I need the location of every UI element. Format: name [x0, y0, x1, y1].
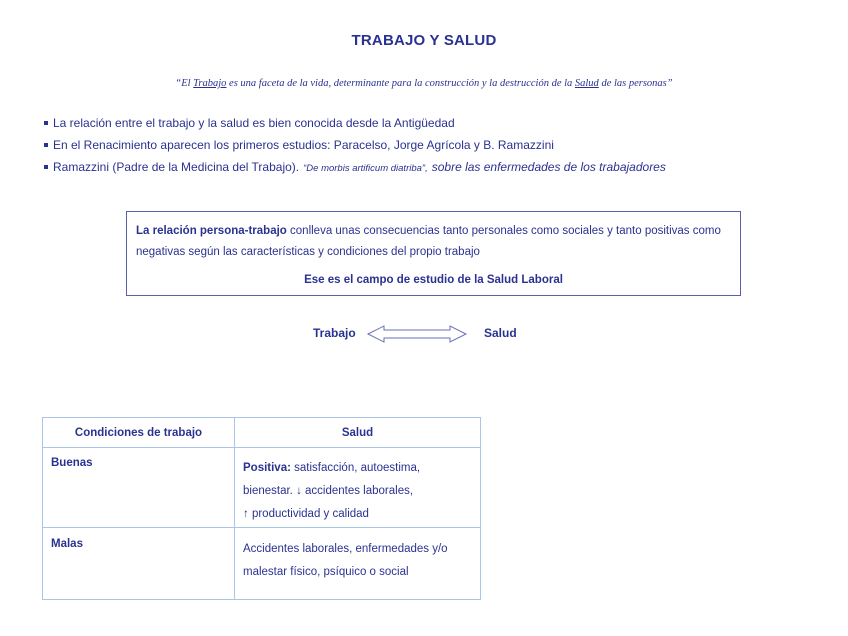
- relation-row: [0, 324, 848, 344]
- box-strong-text: La relación persona-trabajo: [136, 225, 287, 237]
- quote-part-3: de las personas”: [598, 78, 673, 89]
- quote-part-1: “El: [175, 78, 194, 89]
- health-text: malestar físico, psíquico o social: [243, 566, 409, 578]
- health-text: satisfacción, autoestima,: [290, 462, 421, 474]
- page-title: TRABAJO Y SALUD: [351, 32, 497, 49]
- table-cell-condition: Malas: [43, 528, 235, 600]
- table-row: [43, 448, 481, 528]
- relation-right-label: Salud: [484, 326, 517, 340]
- bullet-item: [44, 160, 834, 182]
- quote-word-salud: Salud: [574, 78, 599, 89]
- bullet-latin-title: “De morbis artificum diatriba”,: [303, 163, 428, 174]
- bullet-text-rest: sobre las enfermedades de los trabajadores: [431, 160, 666, 174]
- conditions-table: [42, 417, 481, 600]
- health-text: Accidentes laborales, enfermedades y/o: [243, 543, 448, 555]
- table-cell-health: [235, 448, 481, 528]
- table-row: [43, 528, 481, 600]
- bullet-list: [44, 116, 834, 182]
- table-header: Condiciones de trabajo: [43, 418, 235, 448]
- box-text: conlleva unas consecuencias tanto personales como sociales y tanto positivas como negativas según las características y condiciones del propio trabajo: [136, 225, 721, 258]
- health-text: bienestar. ↓ accidentes laborales,: [243, 485, 414, 497]
- bullet-text: Ramazzini (Padre de la Medicina del Trabajo).: [53, 160, 300, 174]
- box-highlight: Ese es el campo de estudio de la Salud Laboral: [304, 274, 563, 286]
- bullet-item: [44, 138, 834, 160]
- health-label: Positiva:: [243, 462, 291, 474]
- bullet-text: En el Renacimiento aparecen los primeros estudios: Paracelso, Jorge Agrícola y B. Ramazzini: [53, 138, 554, 152]
- bullet-marker-icon: [44, 165, 48, 169]
- table-header-row: [43, 418, 481, 448]
- relation-left-label: Trabajo: [313, 326, 356, 340]
- table-cell-health: [235, 528, 481, 600]
- highlight-box: [126, 211, 741, 296]
- quote-part-2: es una faceta de la vida, determinante para la construcción y la destrucción de la: [226, 78, 575, 89]
- bullet-item: [44, 116, 834, 138]
- bullet-marker-icon: [44, 143, 48, 147]
- quote-word-trabajo: Trabajo: [193, 78, 227, 89]
- bullet-marker-icon: [44, 121, 48, 125]
- table-header: Salud: [235, 418, 481, 448]
- quote: [0, 78, 848, 89]
- bullet-text: La relación entre el trabajo y la salud es bien conocida desde la Antigüedad: [53, 116, 455, 130]
- box-paragraph: [136, 221, 731, 263]
- health-text: ↑ productividad y calidad: [243, 508, 369, 520]
- double-arrow-icon: [366, 324, 468, 344]
- table-cell-condition: Buenas: [43, 448, 235, 528]
